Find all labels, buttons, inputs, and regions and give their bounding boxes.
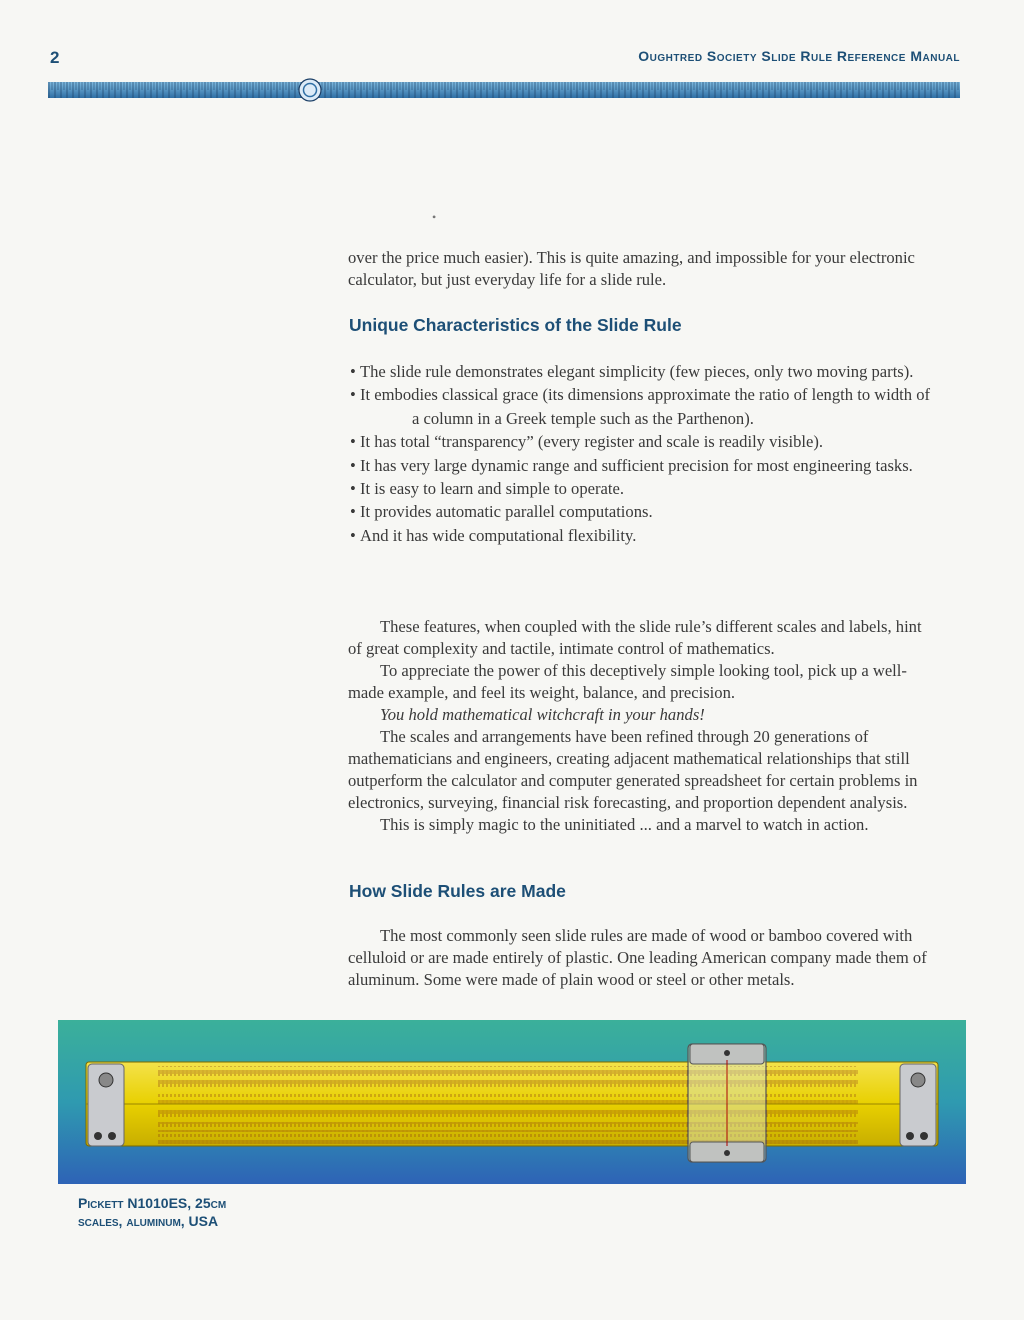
paragraph: These features, when coupled with the slide rule’s different scales and labels, hint of great complexity and tactile, intimate control of mathematics. [348, 617, 922, 658]
list-item: • The slide rule demonstrates elegant simplicity (few pieces, only two moving parts). [350, 362, 914, 381]
society-logo-icon [299, 79, 321, 101]
list-item: • It embodies classical grace (its dimensions approximate the ratio of length to width of a column in a Greek temple such as the Parthenon). [350, 385, 931, 428]
list-item: • It is easy to learn and simple to operate. [350, 479, 625, 499]
figure-caption: Pickett N1010ES, 25cm scales, aluminum, USA [78, 1195, 227, 1229]
intro-paragraph: over the price much easier). This is quite amazing, and impossible for your electronic calculator, but just everyday life for a slide rule. [348, 248, 915, 289]
list-item: • It has total “transparency” (every register and scale is readily visible). [350, 432, 824, 452]
running-title: Oughtred Society Slide Rule Reference Manual [638, 48, 960, 64]
section-heading-characteristics: Unique Characteristics of the Slide Rule [349, 315, 682, 335]
header-scale-rule [48, 78, 960, 102]
stray-mark: • [432, 210, 437, 224]
section1-body [348, 616, 938, 836]
list-item: • It has very large dynamic range and sufficient precision for most engineering tasks. [350, 455, 913, 475]
paragraph: The scales and arrangements have been refined through 20 generations of mathematicians and engineers, creating adjacent mathematical relationships that still outperform the calculator and computer generated spreadsheet for certain problems in electronics, surveying, financial risk forecasting, and proportion dependent analysis. [348, 727, 918, 812]
slide-rule-photo [58, 1020, 966, 1184]
paragraph-emphasis: You hold mathematical witchcraft in your hands! [380, 705, 705, 724]
list-item: • It provides automatic parallel computations. [350, 502, 653, 522]
page-number: 2 [50, 48, 60, 67]
characteristics-list [350, 360, 940, 547]
paragraph: This is simply magic to the uninitiated ... and a marvel to watch in action. [380, 815, 869, 834]
list-item: • And it has wide computational flexibility. [350, 525, 637, 545]
section-heading-how-made: How Slide Rules are Made [349, 881, 566, 901]
paragraph: To appreciate the power of this deceptively simple looking tool, pick up a well-made example, and feel its weight, balance, and precision. [348, 661, 907, 702]
section2-body: The most commonly seen slide rules are made of wood or bamboo covered with celluloid or are made entirely of plastic. One leading American company made them of aluminum. Some were made of plain wood or steel or other metals. [348, 926, 927, 989]
